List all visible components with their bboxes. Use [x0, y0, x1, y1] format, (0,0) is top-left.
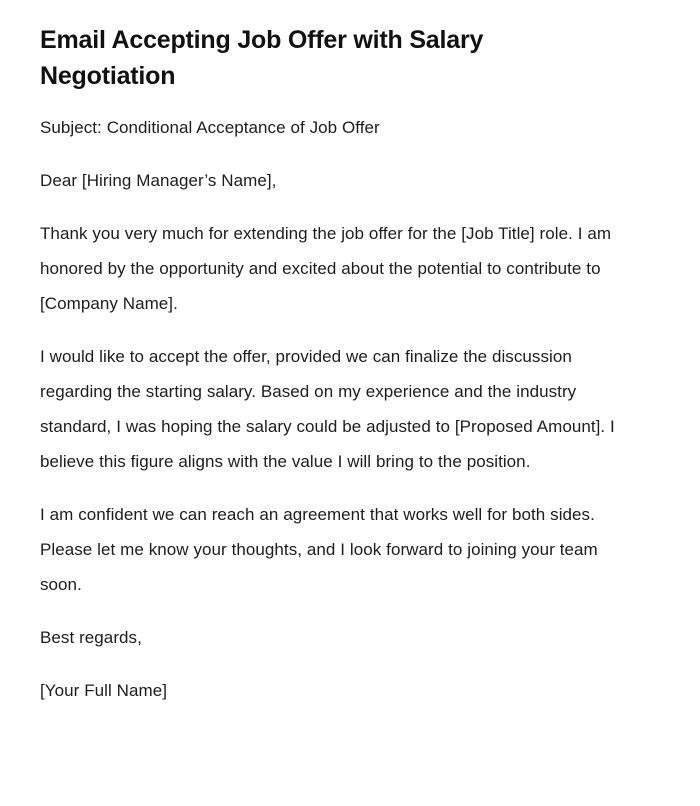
paragraph-thanks: Thank you very much for extending the job offer for the [Job Title] role. I am honored by the opportunity and excited about the potential to contribute to [Company Name].	[40, 224, 612, 313]
sign-off: Best regards,	[40, 628, 142, 647]
salutation: Dear [Hiring Manager’s Name],	[40, 171, 277, 190]
email-template-article	[40, 22, 630, 708]
signature-name: [Your Full Name]	[40, 681, 167, 700]
paragraph-closing-statement: I am confident we can reach an agreement that works well for both sides. Please let me know your thoughts, and I look forward to joining your team soon.	[40, 505, 598, 594]
email-body	[40, 110, 630, 708]
subject-line: Subject: Conditional Acceptance of Job Offer	[40, 118, 380, 137]
paragraph-acceptance: I would like to accept the offer, provided we can finalize the discussion regarding the starting salary. Based on my experience and the industry standard, I was hoping the salary could be adjusted to [Proposed Amount]. I believe this figure aligns with the value I will bring to the position.	[40, 347, 615, 471]
page-title: Email Accepting Job Offer with Salary Negotiation	[40, 26, 484, 90]
